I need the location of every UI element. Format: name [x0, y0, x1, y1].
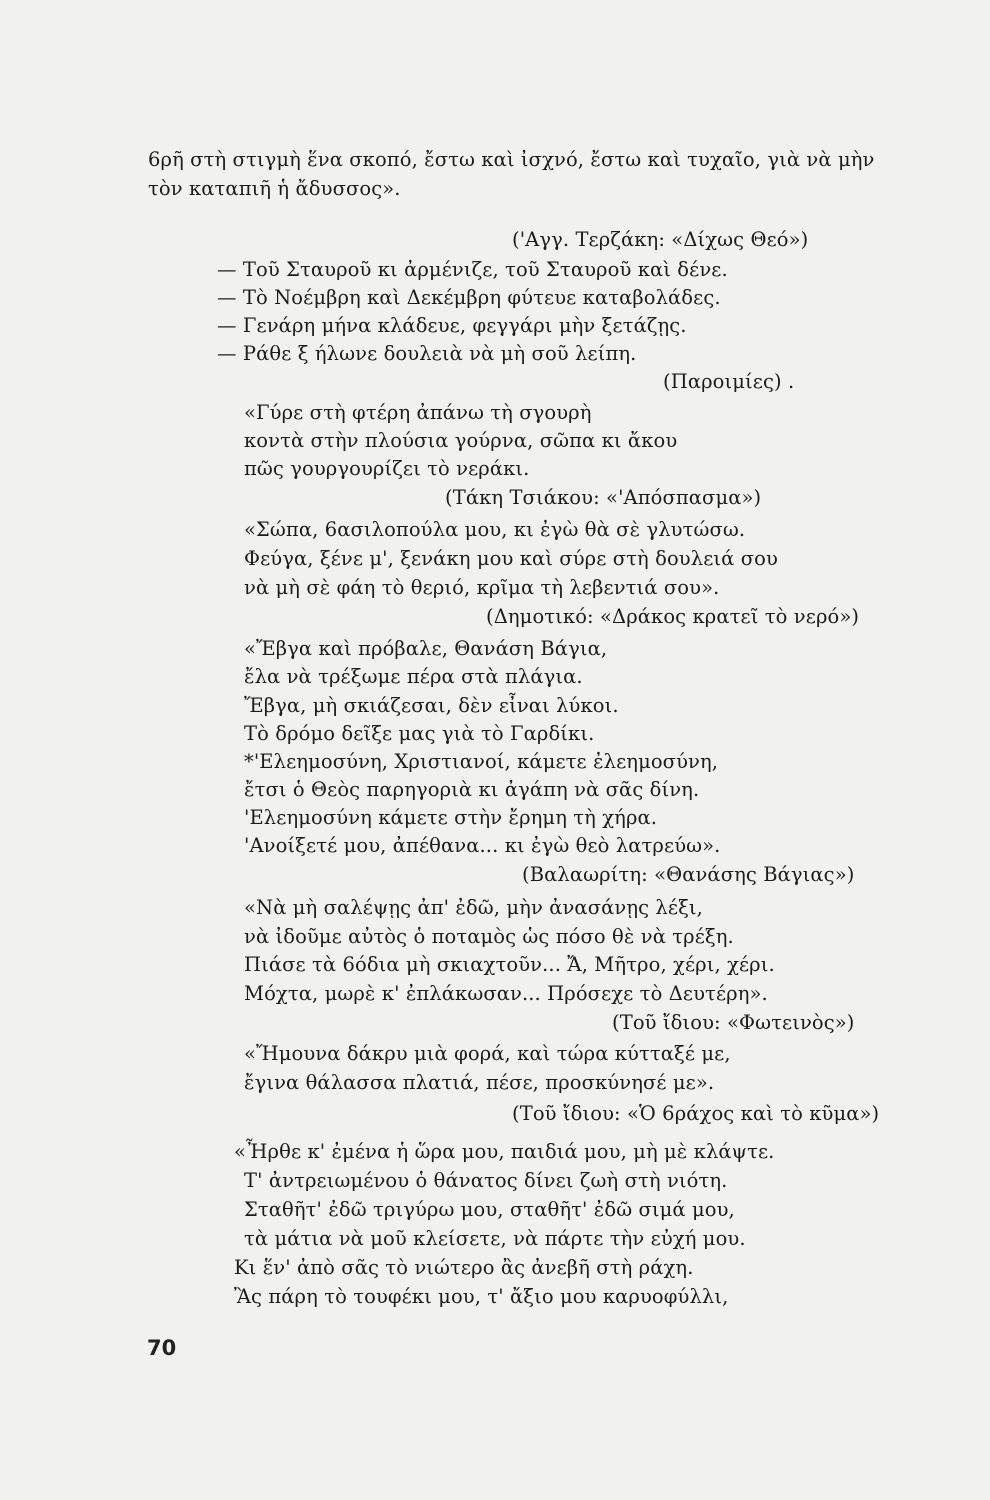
text-line: Ἂς πάρη τὸ τουφέκι μου, τ' ἄξιο μου καρυοφύλλι, — [234, 1285, 729, 1308]
source-citation: ('Αγγ. Τερζάκη: «Δίχως Θεό») — [512, 228, 809, 251]
text-line: «Ἔβγα καὶ πρόβαλε, Θανάση Βάγια, — [244, 637, 608, 660]
text-line: Μόχτα, μωρὲ κ' ἐπλάκωσαν... Πρόσεχε τὸ Δευτέρη». — [244, 982, 768, 1005]
page-number: 70 — [147, 1336, 177, 1360]
text-line: *'Ελεημοσύνη, Χριστιανοί, κάμετε ἐλεημοσύνη, — [244, 750, 719, 773]
text-line: τὰ μάτια νὰ μοῦ κλείσετε, νὰ πάρτε τὴν εὐχή μου. — [244, 1227, 746, 1250]
source-citation: (Παροιμίες) . — [663, 370, 795, 393]
text-line: «Σώπα, 6ασιλοπούλα μου, κι ἐγὼ θὰ σὲ γλυτώσω. — [244, 518, 746, 541]
text-line: Φεύγα, ξένε μ', ξενάκη μου καὶ σύρε στὴ δουλειά σου — [244, 547, 778, 570]
text-line: νὰ ἰδοῦμε αὐτὸς ὁ ποταμὸς ὡς πόσο θὲ νὰ τρέξη. — [244, 925, 734, 948]
source-citation: (Τοῦ ἴδιου: «Ὁ 6ράχος καὶ τὸ κῦμα») — [512, 1102, 880, 1125]
text-line: — Ράθε ξ ήλωνε δουλειὰ νὰ μὴ σοῦ λείπη. — [217, 342, 637, 365]
text-line: Κι ἕν' ἀπὸ σᾶς τὸ νιώτερο ἂς ἀνεβῆ στὴ ράχη. — [234, 1256, 694, 1279]
text-line: — Τοῦ Σταυροῦ κι ἀρμένιζε, τοῦ Σταυροῦ καὶ δένε. — [217, 258, 728, 281]
text-line: «Γύρε στὴ φτέρη ἀπάνω τὴ σγουρὴ — [244, 401, 592, 424]
text-line: νὰ μὴ σὲ φάη τὸ θεριό, κρῖμα τὴ λεβεντιά σου». — [244, 576, 720, 599]
text-line: Πιάσε τὰ 6όδια μὴ σκιαχτοῦν... Ἄ, Μῆτρο, χέρι, χέρι. — [244, 953, 775, 976]
text-line: κοντὰ στὴν πλούσια γούρνα, σῶπα κι ἄκου — [244, 429, 678, 452]
text-line: «Νὰ μὴ σαλέψῃς ἀπ' ἐδῶ, μὴν ἀνασάνῃς λέξι, — [244, 896, 703, 919]
text-line: 'Ανοίξετέ μου, ἀπέθανα... κι ἐγὼ θεὸ λατρεύω». — [244, 834, 721, 857]
text-line: πῶς γουργουρίζει τὸ νεράκι. — [244, 457, 530, 480]
text-line: ἔτσι ὁ Θεὸς παρηγοριὰ κι ἀγάπη νὰ σᾶς δίνη. — [244, 778, 700, 801]
text-line: — Τὸ Νοέμβρη καὶ Δεκέμβρη φύτευε καταβολάδες. — [217, 286, 721, 309]
text-line: «Ἤμουνα δάκρυ μιὰ φορά, καὶ τώρα κύτταξέ με, — [244, 1042, 731, 1065]
source-citation: (Δημοτικό: «Δράκος κρατεῖ τὸ νερό») — [486, 605, 860, 628]
text-line: Ἔβγα, μὴ σκιάζεσαι, δὲν εἶναι λύκοι. — [244, 694, 619, 717]
source-citation: (Βαλαωρίτη: «Θανάσης Βάγιας») — [522, 863, 855, 886]
text-line: ἔγινα θάλασσα πλατιά, πέσε, προσκύνησέ με». — [244, 1071, 715, 1094]
text-line: Σταθῆτ' ἐδῶ τριγύρω μου, σταθῆτ' ἐδῶ σιμά μου, — [244, 1198, 735, 1221]
text-line: Τ' ἀντρειωμένου ὁ θάνατος δίνει ζωὴ στὴ νιότη. — [244, 1169, 728, 1192]
text-line: ἔλα νὰ τρέξωμε πέρα στὰ πλάγια. — [244, 665, 583, 688]
text-line: τὸν καταπιῆ ἡ ἄδυσσος». — [148, 177, 401, 200]
text-line: «Ἦρθε κ' ἐμένα ἡ ὥρα μου, παιδιά μου, μὴ μὲ κλάψτε. — [234, 1140, 775, 1163]
text-line: — Γενάρη μήνα κλάδευε, φεγγάρι μὴν ξετάζῃς. — [217, 314, 687, 337]
source-citation: (Τοῦ ἴδιου: «Φωτεινὸς») — [612, 1011, 855, 1034]
text-line: 6ρῆ στὴ στιγμὴ ἕνα σκοπό, ἔστω καὶ ἰσχνό, ἔστω καὶ τυχαῖο, γιὰ νὰ μὴν — [148, 148, 875, 171]
text-line: Τὸ δρόμο δεῖξε μας γιὰ τὸ Γαρδίκι. — [244, 722, 595, 745]
text-line: 'Ελεημοσύνη κάμετε στὴν ἔρημη τὴ χήρα. — [244, 806, 658, 829]
source-citation: (Τάκη Τσιάκου: «'Απόσπασμα») — [445, 486, 762, 509]
